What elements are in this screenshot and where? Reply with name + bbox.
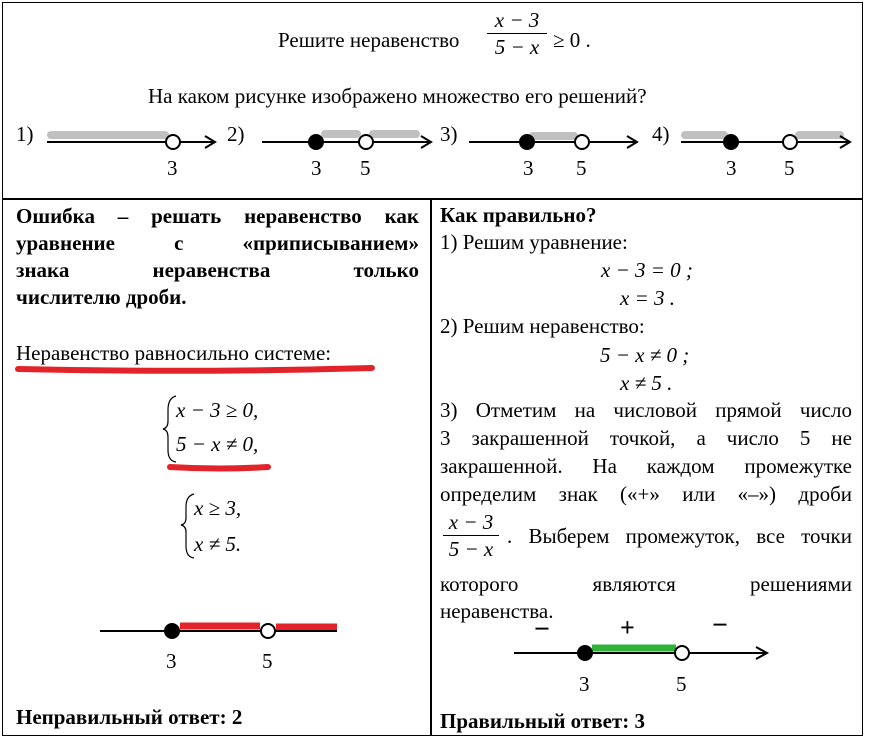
option-4-tick-3: 3 (726, 156, 737, 180)
eq2: x = 3 . (620, 286, 675, 310)
step3-line2: 3 закрашенной точкой, а число 5 не (440, 426, 852, 450)
system2-line2: x ≠ 5. (194, 532, 242, 556)
error-line-2: уравнение с «приписыванием» (16, 231, 419, 255)
option-4-tick-5: 5 (784, 156, 795, 180)
option-2-label: 2) (227, 122, 245, 146)
option-3-label: 3) (440, 122, 458, 146)
left-tick-5: 5 (262, 649, 273, 673)
system2-line1: x ≥ 3, (194, 496, 242, 520)
option-2-tick-5: 5 (360, 156, 371, 180)
task-question: На каком рисунке изображено множество его решений? (148, 84, 647, 108)
step3-line4: определим знак («+» или «–») дроби (440, 482, 852, 506)
option-1-label: 1) (16, 122, 34, 146)
step3-line3: закрашенной. На каждом промежутке (440, 454, 852, 478)
error-line-3: знака неравенства только (16, 258, 419, 282)
sign-plus: + (620, 613, 635, 642)
option-3-tick-3: 3 (523, 156, 534, 180)
step3-line1: 3) Отметим на числовой прямой число (440, 398, 852, 422)
right-tick-3: 3 (579, 672, 590, 696)
error-line-4: числителю дроби. (16, 285, 187, 309)
right-filled-point (577, 645, 593, 661)
step3-end-line2: неравенства. (440, 599, 554, 623)
left-tick-3: 3 (166, 649, 177, 673)
step3-end-line1: которого являются решениями (440, 572, 852, 596)
system1-line2: 5 − x ≠ 0, (176, 432, 259, 456)
error-line-1: Ошибка – решать неравенство как (16, 204, 419, 228)
task-prompt: Решите неравенство (278, 28, 460, 52)
option-1-tick-3: 3 (167, 156, 178, 180)
sign-minus-left: − (534, 614, 550, 645)
step1: 1) Решим уравнение: (440, 230, 628, 254)
step3-tail: . Выберем промежуток, все точки (507, 524, 852, 548)
wrong-answer: Неправильный ответ: 2 (16, 705, 243, 729)
ineq1: 5 − x ≠ 0 ; (600, 343, 690, 367)
correct-answer: Правильный ответ: 3 (440, 709, 645, 733)
system-intro: Неравенство равносильно системе: (16, 341, 332, 365)
step3-denominator: 5 − x (448, 537, 494, 561)
step3-numerator: x − 3 (448, 510, 494, 534)
task-numerator: x − 3 (494, 8, 540, 32)
system1-line1: x − 3 ≥ 0, (176, 398, 259, 422)
right-heading: Как правильно? (440, 203, 597, 227)
task-denominator: 5 − x (494, 35, 540, 59)
ineq2: x ≠ 5 . (620, 371, 673, 395)
task-relation: ≥ 0 . (553, 28, 591, 52)
right-tick-5: 5 (676, 672, 687, 696)
right-open-point (675, 646, 689, 660)
eq1: x − 3 = 0 ; (601, 258, 693, 282)
option-3-tick-5: 5 (576, 156, 587, 180)
option-2-tick-3: 3 (311, 156, 322, 180)
option-4-label: 4) (652, 122, 670, 146)
sign-minus-right: − (712, 610, 728, 641)
step2: 2) Решим неравенство: (440, 314, 645, 338)
